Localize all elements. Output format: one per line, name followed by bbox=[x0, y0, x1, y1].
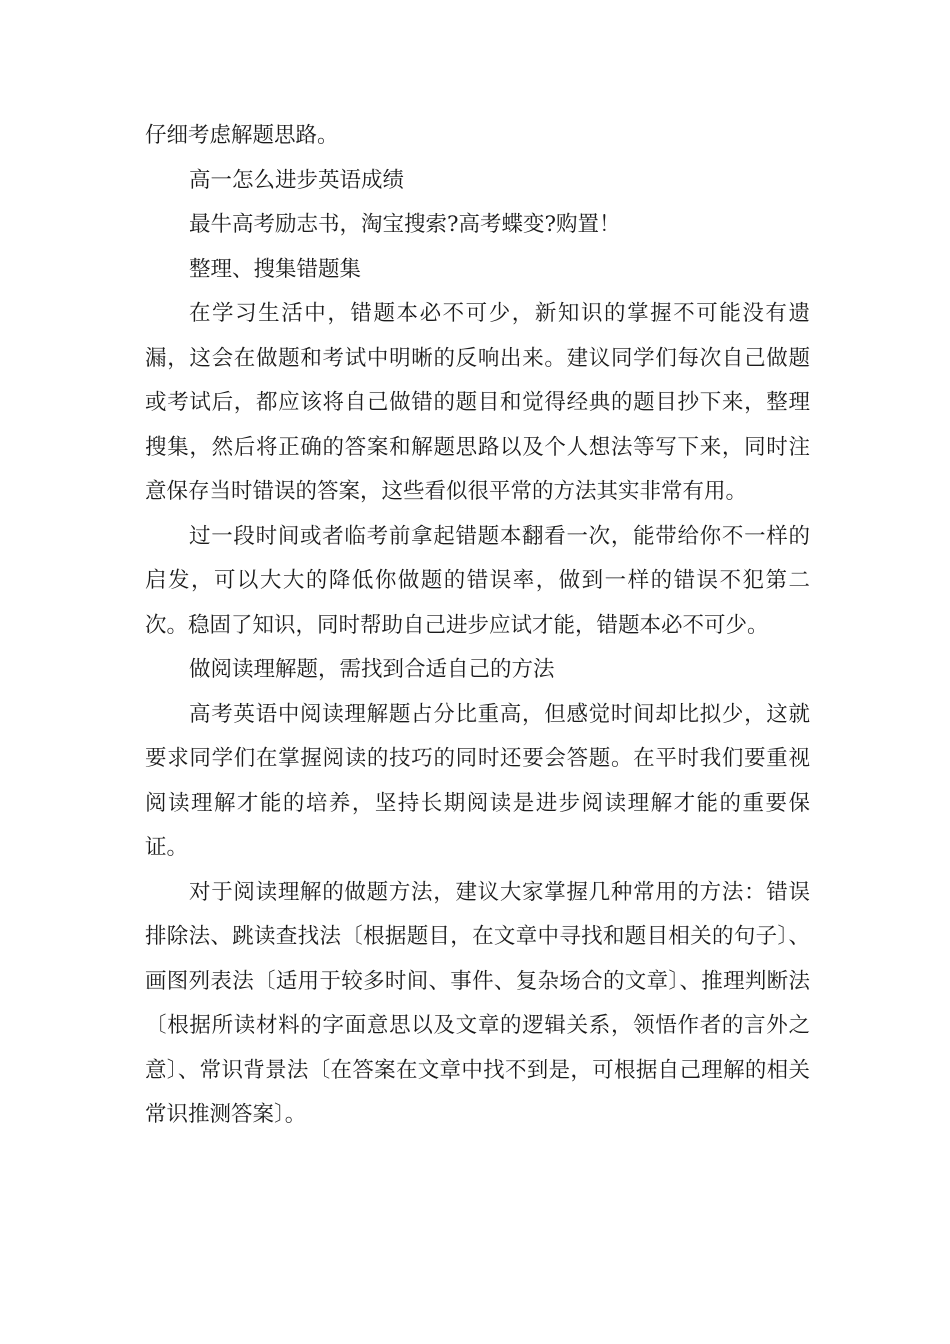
body-paragraph: 在学习生活中，错题本必不可少，新知识的掌握不可能没有遗漏，这会在做题和考试中明晰的反响出来。建议同学们每次自己做题或考试后，都应该将自己做错的题目和觉得经典的题目抄下来，整理搜集，然后将正确的答案和解题思路以及个人想法等写下来，同时注意保存当时错误的答案，这些看似很平常的方法其实非常有用。 bbox=[145, 301, 810, 504]
section-heading-error-notebook: 整理、搜集错题集 bbox=[189, 256, 362, 282]
body-paragraph: 过一段时间或者临考前拿起错题本翻看一次，能带给你不一样的启发，可以大大的降低你做题的错误率，做到一样的错误不犯第二次。稳固了知识，同时帮助自己进步应试才能，错题本必不可少。 bbox=[145, 523, 810, 638]
document-title: 高一怎么进步英语成绩 bbox=[189, 167, 405, 193]
body-paragraph: 高考英语中阅读理解题占分比重高，但感觉时间却比拟少，这就要求同学们在掌握阅读的技巧的同时还要会答题。在平时我们要重视阅读理解才能的培养，坚持长期阅读是进步阅读理解才能的重要保证。 bbox=[145, 701, 810, 860]
promo-paragraph: 最牛高考励志书，淘宝搜索?高考蝶变?购置！ bbox=[189, 212, 621, 237]
continuation-paragraph: 仔细考虑解题思路。 bbox=[145, 123, 339, 148]
section-heading-reading: 做阅读理解题，需找到合适自己的方法 bbox=[189, 657, 555, 682]
document-body bbox=[145, 114, 810, 1138]
body-paragraph: 对于阅读理解的做题方法，建议大家掌握几种常用的方法：错误排除法、跳读查找法〔根据题目，在文章中寻找和题目相关的句子〕、画图列表法〔适用于较多时间、事件、复杂场合的文章〕、推理判断法〔根据所读材料的字面意思以及文章的逻辑关系，领悟作者的言外之意〕、常识背景法〔在答案在文章中找不到是，可根据自己理解的相关常识推测答案〕。 bbox=[145, 879, 810, 1127]
